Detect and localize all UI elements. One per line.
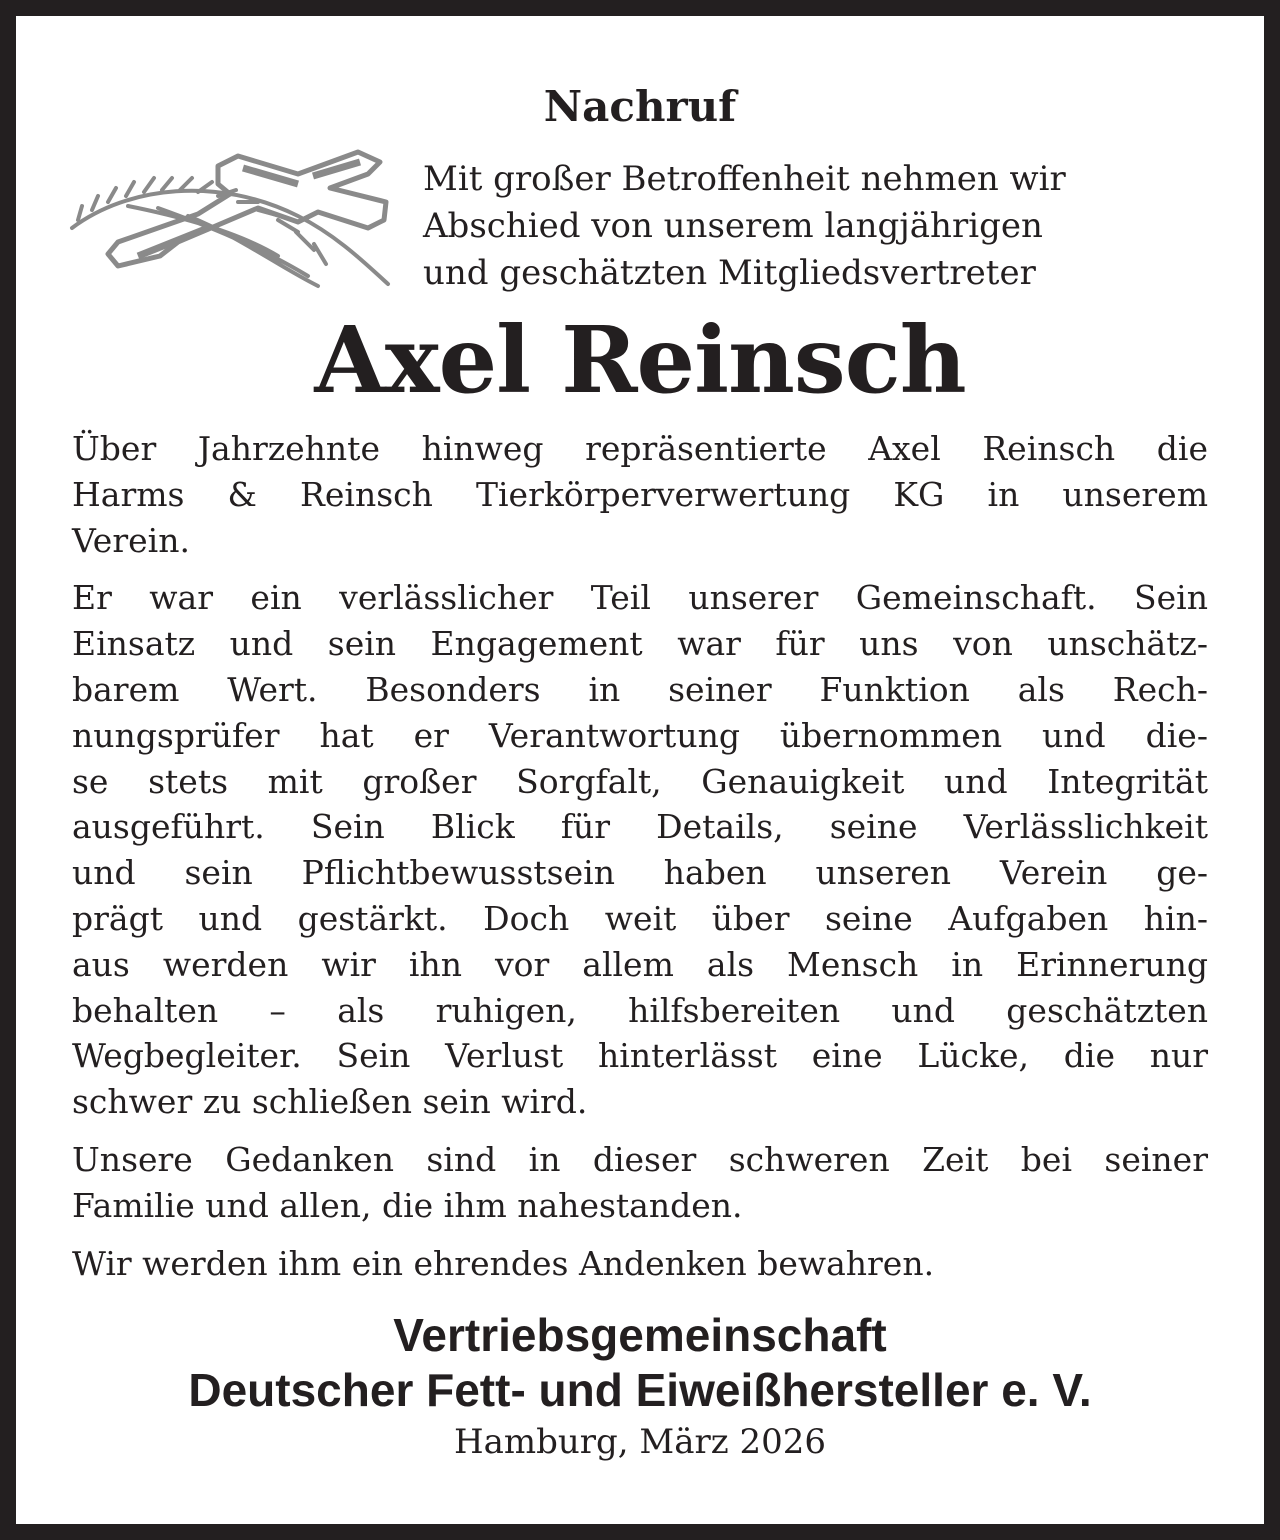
heading: Nachruf bbox=[543, 82, 737, 131]
text-line: Familie und allen, die ihm nahestanden. bbox=[72, 1185, 743, 1225]
cross-palm-icon bbox=[68, 136, 402, 296]
paragraph bbox=[72, 1137, 1208, 1229]
organization-line: Deutscher Fett- und Eiweißhersteller e. V. bbox=[188, 1364, 1092, 1416]
text-line: barem Wert. Besonders in seiner Funktion als Rech- bbox=[72, 669, 1208, 709]
place-date: Hamburg, März 2026 bbox=[453, 1422, 827, 1462]
intro-text bbox=[423, 156, 1066, 297]
intro-line: Mit großer Betroffenheit nehmen wir bbox=[423, 159, 1066, 199]
deceased-name: Axel Reinsch bbox=[314, 306, 966, 414]
text-line: Unsere Gedanken sind in dieser schweren Zeit bei seiner bbox=[72, 1139, 1208, 1179]
text-line: aus werden wir ihn vor allem als Mensch in Erinnerung bbox=[72, 944, 1208, 984]
text-line: und sein Pflichtbewusstsein haben unseren Verein ge- bbox=[72, 853, 1208, 893]
text-line: ausgeführt. Sein Blick für Details, seine Verlässlichkeit bbox=[72, 807, 1208, 847]
intro-line: und geschätzten Mitgliedsvertreter bbox=[423, 253, 1036, 293]
text-line: Wegbegleiter. Sein Verlust hinterlässt eine Lücke, die nur bbox=[72, 1036, 1208, 1076]
obituary-notice bbox=[16, 16, 1264, 1524]
text-line: Einsatz und sein Engagement war für uns von unschätz- bbox=[72, 624, 1208, 664]
text-line: nungsprüfer hat er Verantwortung übernommen und die- bbox=[72, 715, 1208, 755]
paragraph bbox=[72, 575, 1208, 1125]
paragraph bbox=[72, 426, 1208, 563]
intro-line: Abschied von unserem langjährigen bbox=[423, 206, 1043, 246]
signature-block bbox=[16, 1308, 1264, 1462]
text-line: Wir werden ihm ein ehrendes Andenken bewahren. bbox=[72, 1243, 935, 1283]
text-line: schwer zu schließen sein wird. bbox=[72, 1082, 588, 1122]
text-line: Harms & Reinsch Tierkörperverwertung KG in unserem bbox=[72, 474, 1208, 514]
text-line: Er war ein verlässlicher Teil unserer Gemeinschaft. Sein bbox=[72, 578, 1208, 618]
obituary-body bbox=[72, 426, 1208, 1298]
text-line: Über Jahrzehnte hinweg repräsentierte Axel Reinsch die bbox=[72, 429, 1208, 468]
text-line: behalten – als ruhigen, hilfsbereiten und geschätzten bbox=[72, 990, 1208, 1030]
text-line: prägt und gestärkt. Doch weit über seine Aufgaben hin- bbox=[72, 898, 1208, 938]
organization-line: Vertriebsgemeinschaft bbox=[393, 1309, 887, 1361]
paragraph bbox=[72, 1241, 1208, 1287]
text-line: se stets mit großer Sorgfalt, Genauigkeit und Integrität bbox=[72, 761, 1208, 801]
text-line: Verein. bbox=[72, 520, 190, 560]
